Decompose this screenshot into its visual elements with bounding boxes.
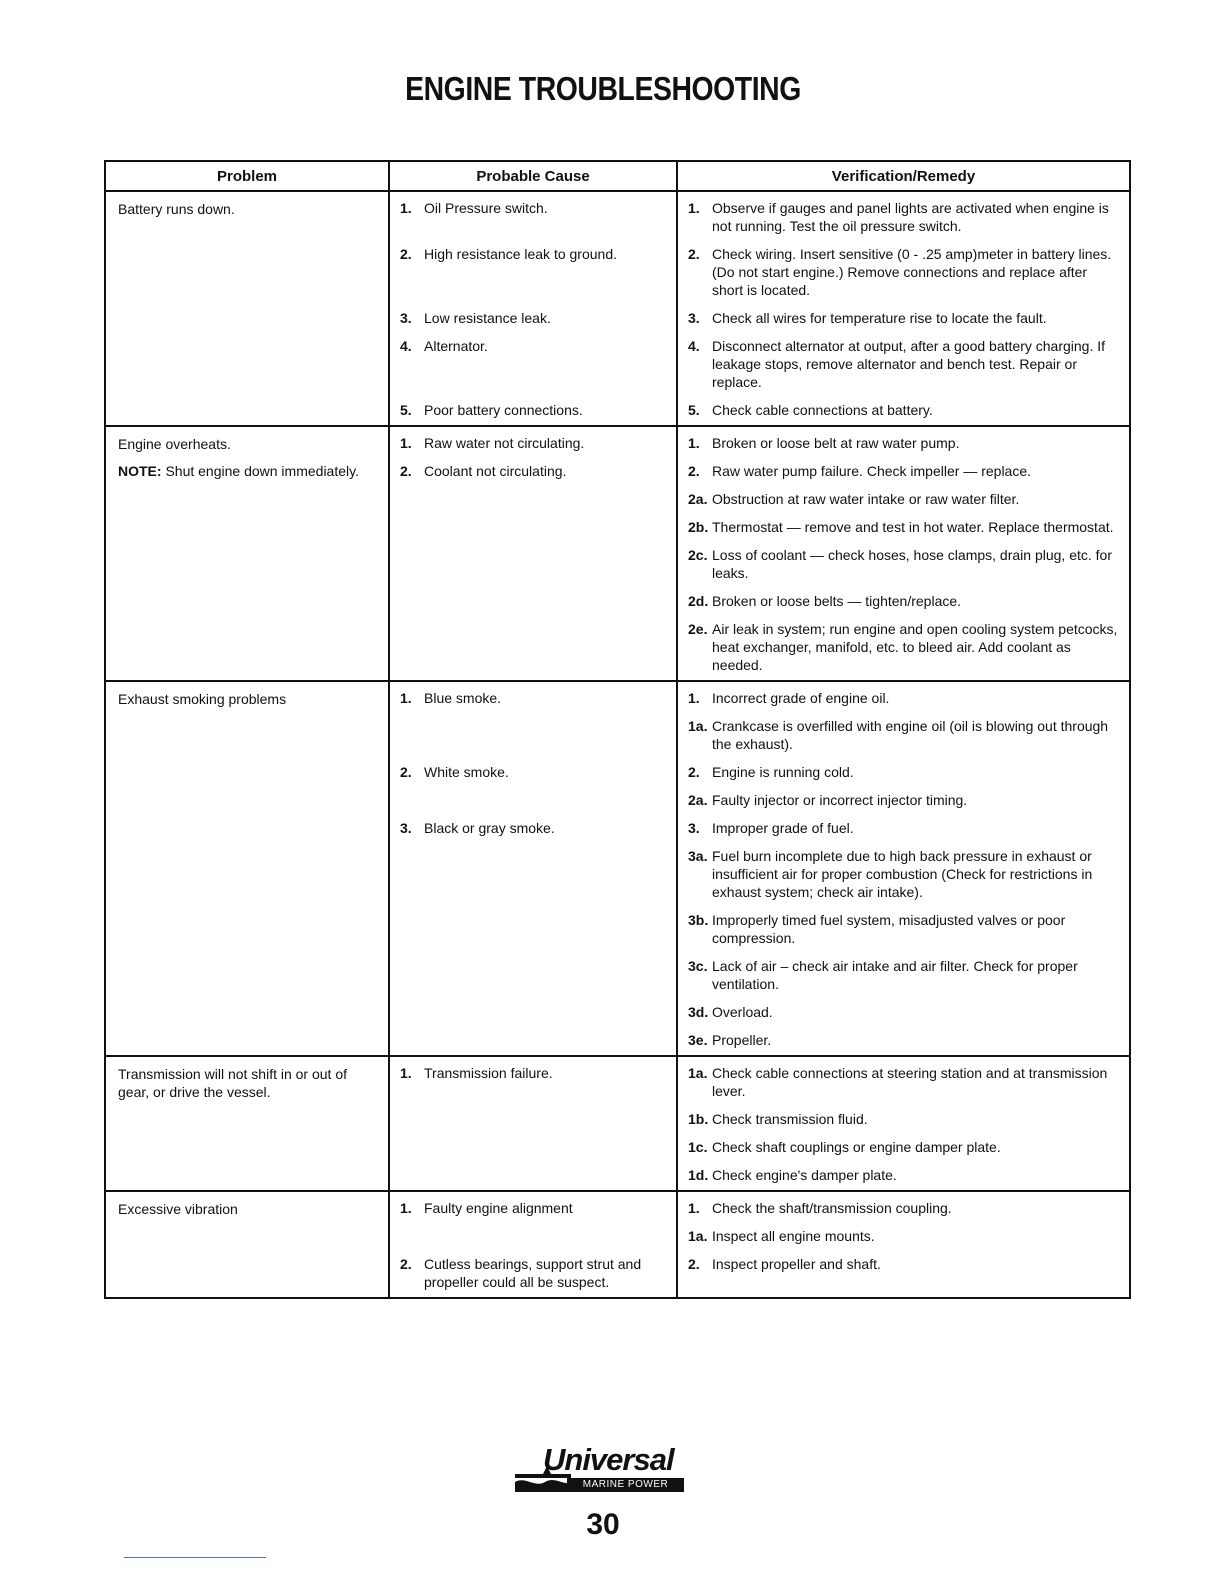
cause-item bbox=[390, 689, 676, 707]
remedy-item-number: 2c. bbox=[688, 547, 708, 563]
remedy-item bbox=[678, 791, 1129, 809]
cause-item-text: Oil Pressure switch. bbox=[424, 200, 548, 216]
table-body bbox=[106, 191, 1129, 1297]
remedy-item-text: Propeller. bbox=[712, 1032, 772, 1048]
remedy-item bbox=[678, 434, 1129, 452]
remedy-item-number: 2d. bbox=[688, 593, 709, 609]
remedy-item bbox=[678, 763, 1129, 781]
cause-item-number: 1. bbox=[400, 690, 412, 706]
remedy-item bbox=[678, 199, 1129, 235]
remedy-item bbox=[678, 337, 1129, 391]
cause-item-number: 2. bbox=[400, 764, 412, 780]
table-row bbox=[106, 426, 1129, 681]
problem-cell bbox=[106, 681, 389, 1056]
remedy-item-number: 2. bbox=[688, 764, 700, 780]
remedy-item bbox=[678, 957, 1129, 993]
remedy-item-number: 3. bbox=[688, 310, 700, 326]
cause-item-number: 4. bbox=[400, 338, 412, 354]
remedy-item bbox=[678, 518, 1129, 536]
probable-cause-cell bbox=[389, 191, 677, 426]
note-text: Shut engine down immediately. bbox=[165, 463, 359, 479]
remedy-item-number: 2b. bbox=[688, 519, 709, 535]
cause-item bbox=[390, 434, 676, 452]
remedy-item-text: Check all wires for temperature rise to locate the fault. bbox=[712, 310, 1047, 326]
table-row bbox=[106, 191, 1129, 426]
cause-item-text: Low resistance leak. bbox=[424, 310, 551, 326]
cause-item bbox=[390, 245, 676, 263]
cause-item-text: Alternator. bbox=[424, 338, 488, 354]
remedy-item bbox=[678, 546, 1129, 582]
cause-item-number: 2. bbox=[400, 1256, 412, 1272]
cause-item bbox=[390, 1255, 676, 1291]
problem-cell bbox=[106, 426, 389, 681]
remedy-item bbox=[678, 1110, 1129, 1128]
remedy-item-text: Overload. bbox=[712, 1004, 773, 1020]
remedy-cell bbox=[677, 426, 1129, 681]
remedy-item-number: 2e. bbox=[688, 621, 708, 637]
remedy-item bbox=[678, 1138, 1129, 1156]
remedy-item-text: Lack of air – check air intake and air filter. Check for proper ventilation. bbox=[712, 958, 1078, 992]
remedy-item-text: Air leak in system; run engine and open cooling system petcocks, heat exchanger, manifold, etc. to bleed air. Add coolant as needed. bbox=[712, 621, 1118, 673]
cause-item-text: Transmission failure. bbox=[424, 1065, 553, 1081]
universal-logo bbox=[513, 1442, 685, 1498]
remedy-item-text: Check the shaft/transmission coupling. bbox=[712, 1200, 952, 1216]
remedy-item-text: Improperly timed fuel system, misadjusted valves or poor compression. bbox=[712, 912, 1066, 946]
cause-item bbox=[390, 401, 676, 419]
remedy-item-text: Crankcase is overfilled with engine oil (oil is blowing out through the exhaust). bbox=[712, 718, 1109, 752]
cause-item-number: 3. bbox=[400, 310, 412, 326]
problem-cell bbox=[106, 1191, 389, 1297]
remedy-item bbox=[678, 1031, 1129, 1049]
remedy-item-text: Engine is running cold. bbox=[712, 764, 854, 780]
remedy-item-number: 2. bbox=[688, 1256, 700, 1272]
remedy-item-number: 1. bbox=[688, 200, 700, 216]
remedy-item-number: 3a. bbox=[688, 848, 708, 864]
table-row bbox=[106, 681, 1129, 1056]
remedy-item-number: 2a. bbox=[688, 792, 708, 808]
problem-cell bbox=[106, 1056, 389, 1191]
remedy-item-number: 3c. bbox=[688, 958, 708, 974]
cause-item bbox=[390, 763, 676, 781]
remedy-item-text: Incorrect grade of engine oil. bbox=[712, 690, 890, 706]
remedy-item bbox=[678, 1227, 1129, 1245]
cause-item bbox=[390, 1064, 676, 1082]
probable-cause-cell bbox=[389, 1191, 677, 1297]
cause-item-text: Cutless bearings, support strut and propeller could all be suspect. bbox=[424, 1256, 642, 1290]
remedy-item bbox=[678, 689, 1129, 707]
remedy-item bbox=[678, 592, 1129, 610]
remedy-cell bbox=[677, 191, 1129, 426]
remedy-item bbox=[678, 1199, 1129, 1217]
cause-item-number: 3. bbox=[400, 820, 412, 836]
remedy-item-text: Loss of coolant — check hoses, hose clamps, drain plug, etc. for leaks. bbox=[712, 547, 1112, 581]
remedy-cell bbox=[677, 1056, 1129, 1191]
remedy-item bbox=[678, 717, 1129, 753]
remedy-item bbox=[678, 1003, 1129, 1021]
cause-item-text: Blue smoke. bbox=[424, 690, 502, 706]
cause-item bbox=[390, 462, 676, 480]
remedy-item-text: Inspect all engine mounts. bbox=[712, 1228, 875, 1244]
remedy-item-text: Check engine's damper plate. bbox=[712, 1167, 897, 1183]
remedy-cell bbox=[677, 681, 1129, 1056]
remedy-item-number: 3e. bbox=[688, 1032, 708, 1048]
remedy-item-number: 1. bbox=[688, 690, 700, 706]
remedy-item-text: Check shaft couplings or engine damper plate. bbox=[712, 1139, 1001, 1155]
problem-text: Transmission will not shift in or out of gear, or drive the vessel. bbox=[118, 1066, 348, 1100]
remedy-item-number: 2. bbox=[688, 463, 700, 479]
remedy-item bbox=[678, 1166, 1129, 1184]
remedy-item bbox=[678, 911, 1129, 947]
remedy-item-number: 1a. bbox=[688, 718, 708, 734]
remedy-item-number: 3b. bbox=[688, 912, 709, 928]
cause-item-text: Raw water not circulating. bbox=[424, 435, 585, 451]
table-row bbox=[106, 1056, 1129, 1191]
probable-cause-cell bbox=[389, 1056, 677, 1191]
remedy-item-number: 2. bbox=[688, 246, 700, 262]
remedy-item-text: Check cable connections at steering station and at transmission lever. bbox=[712, 1065, 1108, 1099]
remedy-item bbox=[678, 401, 1129, 419]
remedy-item bbox=[678, 819, 1129, 837]
remedy-item-text: Disconnect alternator at output, after a good battery charging. If leakage stops, remove alternator and bench test. Repair or replace. bbox=[712, 338, 1106, 390]
problem-cell bbox=[106, 191, 389, 426]
remedy-item-number: 1a. bbox=[688, 1065, 708, 1081]
remedy-item-text: Check wiring. Insert sensitive (0 - .25 amp)meter in battery lines. (Do not start engine.) Remove connections and replace after short is located. bbox=[712, 246, 1112, 298]
remedy-cell bbox=[677, 1191, 1129, 1297]
cause-item-text: Poor battery connections. bbox=[424, 402, 583, 418]
remedy-item-number: 1a. bbox=[688, 1228, 708, 1244]
problem-text: Exhaust smoking problems bbox=[118, 691, 287, 707]
footer-rule bbox=[124, 1557, 266, 1558]
header-verification-remedy: Verification/Remedy bbox=[677, 162, 1129, 191]
remedy-item-number: 1d. bbox=[688, 1167, 709, 1183]
troubleshooting-table bbox=[104, 160, 1131, 1299]
remedy-item-text: Observe if gauges and panel lights are activated when engine is not running. Test the oil pressure switch. bbox=[712, 200, 1109, 234]
remedy-item bbox=[678, 1064, 1129, 1100]
cause-item-number: 1. bbox=[400, 200, 412, 216]
note-label: NOTE: bbox=[118, 463, 162, 479]
problem-text: Engine overheats. bbox=[118, 436, 231, 452]
remedy-item bbox=[678, 309, 1129, 327]
cause-item bbox=[390, 819, 676, 837]
cause-item-number: 2. bbox=[400, 246, 412, 262]
remedy-item-number: 3. bbox=[688, 820, 700, 836]
remedy-item-text: Broken or loose belts — tighten/replace. bbox=[712, 593, 962, 609]
remedy-item-text: Check transmission fluid. bbox=[712, 1111, 868, 1127]
logo-brand: Universal bbox=[543, 1442, 674, 1477]
remedy-item-number: 1. bbox=[688, 435, 700, 451]
cause-item-number: 1. bbox=[400, 1065, 412, 1081]
table-row bbox=[106, 1191, 1129, 1297]
remedy-item-text: Broken or loose belt at raw water pump. bbox=[712, 435, 960, 451]
logo-tagline: MARINE POWER bbox=[567, 1478, 684, 1492]
remedy-item bbox=[678, 245, 1129, 299]
remedy-item bbox=[678, 490, 1129, 508]
remedy-item-number: 1b. bbox=[688, 1111, 709, 1127]
remedy-item-text: Improper grade of fuel. bbox=[712, 820, 854, 836]
page-title: ENGINE TROUBLESHOOTING bbox=[405, 70, 801, 107]
problem-note bbox=[118, 462, 376, 480]
remedy-item-text: Raw water pump failure. Check impeller — replace. bbox=[712, 463, 1032, 479]
remedy-item-number: 2a. bbox=[688, 491, 708, 507]
header-probable-cause: Probable Cause bbox=[389, 162, 677, 191]
remedy-item bbox=[678, 1255, 1129, 1273]
cause-item bbox=[390, 199, 676, 217]
cause-item bbox=[390, 1199, 676, 1217]
cause-item-text: Faulty engine alignment bbox=[424, 1200, 573, 1216]
cause-item-text: Black or gray smoke. bbox=[424, 820, 555, 836]
remedy-item bbox=[678, 847, 1129, 901]
probable-cause-cell bbox=[389, 426, 677, 681]
page-number: 30 bbox=[586, 1508, 620, 1541]
remedy-item-text: Check cable connections at battery. bbox=[712, 402, 933, 418]
remedy-item-number: 4. bbox=[688, 338, 700, 354]
remedy-item-number: 5. bbox=[688, 402, 700, 418]
probable-cause-cell bbox=[389, 681, 677, 1056]
remedy-item-number: 1. bbox=[688, 1200, 700, 1216]
remedy-item-text: Fuel burn incomplete due to high back pressure in exhaust or insufficient air for proper combustion (Check for restrictions in exhaust system; check air intake). bbox=[712, 848, 1093, 900]
cause-item bbox=[390, 309, 676, 327]
remedy-item-text: Obstruction at raw water intake or raw water filter. bbox=[712, 491, 1020, 507]
cause-item-number: 5. bbox=[400, 402, 412, 418]
remedy-item-number: 1c. bbox=[688, 1139, 708, 1155]
cause-item-text: Coolant not circulating. bbox=[424, 463, 567, 479]
header-problem: Problem bbox=[106, 162, 389, 191]
problem-text: Battery runs down. bbox=[118, 201, 235, 217]
remedy-item bbox=[678, 620, 1129, 674]
cause-item bbox=[390, 337, 676, 355]
remedy-item bbox=[678, 462, 1129, 480]
cause-item-text: White smoke. bbox=[424, 764, 509, 780]
remedy-item-text: Thermostat — remove and test in hot water. Replace thermostat. bbox=[712, 519, 1114, 535]
cause-item-text: High resistance leak to ground. bbox=[424, 246, 617, 262]
cause-item-number: 2. bbox=[400, 463, 412, 479]
table-header-row bbox=[106, 162, 1129, 191]
remedy-item-text: Inspect propeller and shaft. bbox=[712, 1256, 881, 1272]
cause-item-number: 1. bbox=[400, 435, 412, 451]
remedy-item-text: Faulty injector or incorrect injector timing. bbox=[712, 792, 968, 808]
problem-text: Excessive vibration bbox=[118, 1201, 238, 1217]
cause-item-number: 1. bbox=[400, 1200, 412, 1216]
remedy-item-number: 3d. bbox=[688, 1004, 709, 1020]
